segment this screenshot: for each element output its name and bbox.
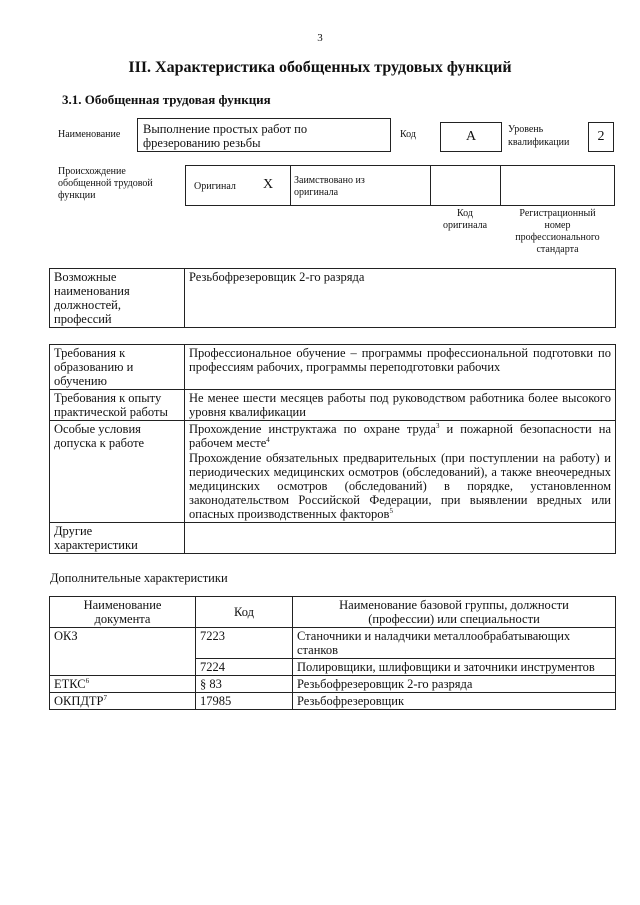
- doc-name: ЕТКС: [54, 677, 86, 691]
- code-label: Код: [400, 129, 416, 140]
- positions-label-line: наименования: [54, 284, 130, 298]
- experience-label-line: Требования к опыту: [54, 391, 162, 405]
- extra-col1-header: [50, 597, 196, 628]
- table-row: [50, 597, 616, 628]
- origin-label-line2: обобщенной трудовой: [58, 178, 153, 189]
- table-row: [50, 390, 616, 421]
- other-label-line: характеристики: [54, 538, 138, 552]
- reg-caption-line4: стандарта: [536, 244, 579, 255]
- experience-value: Не менее шести месяцев работы под руководством работника более высокого уровня квалификации: [185, 390, 616, 421]
- header-line: (профессии) или специальности: [368, 612, 540, 626]
- positions-label: [50, 269, 185, 328]
- education-label-line: Требования к: [54, 346, 126, 360]
- special-value-p2: [189, 451, 611, 521]
- doc-name: ОКЗ: [54, 629, 78, 643]
- education-label-line: образованию и: [54, 360, 134, 374]
- special-value: [185, 421, 616, 523]
- header-line: документа: [94, 612, 151, 626]
- extra-title: Дополнительные характеристики: [50, 571, 228, 585]
- positions-table: [49, 268, 616, 328]
- code-cell: 17985: [196, 693, 293, 710]
- extra-col2-header: Код: [196, 597, 293, 628]
- other-label: [50, 523, 185, 554]
- table-row: [50, 523, 616, 554]
- other-value: [185, 523, 616, 554]
- code-caption-line1: Код: [457, 208, 473, 219]
- name-value-line2: фрезерованию резьбы: [143, 136, 261, 150]
- footnote-ref: 7: [103, 693, 108, 702]
- name-value-line1: Выполнение простых работ по: [143, 122, 308, 136]
- origin-label-line3: функции: [58, 190, 96, 201]
- borrowed-label-line2: оригинала: [294, 187, 339, 198]
- reg-caption-line2: номер: [544, 220, 571, 231]
- special-text: и пожарной безопасности на рабочем месте: [189, 422, 611, 450]
- name-cell: Резьбофрезеровщик: [293, 693, 616, 710]
- special-text: Прохождение инструктажа по охране труда: [189, 422, 436, 436]
- level-label-line1: Уровень: [508, 124, 544, 135]
- origin-divider-1: [290, 165, 291, 206]
- table-row: [50, 421, 616, 523]
- footnote-ref: 5: [389, 506, 393, 515]
- extra-table: [49, 596, 616, 710]
- special-label: [50, 421, 185, 523]
- name-value-box: [137, 118, 391, 152]
- level-value-box: [588, 122, 614, 152]
- special-label-line: Особые условия: [54, 422, 141, 436]
- name-label: Наименование: [58, 129, 121, 140]
- doc-cell: [50, 628, 196, 676]
- positions-label-line: Возможные: [54, 270, 117, 284]
- special-label-line: допуска к работе: [54, 436, 145, 450]
- positions-label-line: должностей,: [54, 298, 121, 312]
- requirements-table: [49, 344, 616, 554]
- education-value: Профессиональное обучение – программы профессиональной подготовки по профессиям рабочих, программы переподготовки рабочих: [185, 345, 616, 390]
- footnote-ref: 6: [85, 676, 90, 685]
- code-cell: 7224: [196, 659, 293, 676]
- special-value-p1: [189, 422, 611, 450]
- footnote-ref: 4: [266, 435, 270, 444]
- footnote-ref: 3: [435, 421, 440, 430]
- header-line: Наименование базовой группы, должности: [339, 598, 569, 612]
- code-cell: 7223: [196, 628, 293, 659]
- table-row: [50, 345, 616, 390]
- name-cell: Станочники и наладчики металлообрабатывающих станков: [293, 628, 616, 659]
- other-label-line: Другие: [54, 524, 93, 538]
- origin-divider-3: [500, 165, 501, 206]
- special-text: Прохождение обязательных предварительных (при поступлении на работу) и периодических медицинских осмотров (обследований), а также внеочередных медицинских осмотров (обследований) в порядке, установленном законодательством Российской Федерации, при выявлении вредных или опасных производственных факторов: [189, 451, 611, 521]
- original-mark: X: [263, 177, 274, 192]
- name-cell: Полировщики, шлифовщики и заточники инструментов: [293, 659, 616, 676]
- reg-caption-line1: Регистрационный: [519, 208, 596, 219]
- experience-label-line: практической работы: [54, 405, 168, 419]
- origin-label-line1: Происхождение: [58, 166, 126, 177]
- code-caption-line2: оригинала: [442, 220, 488, 231]
- table-row: [50, 676, 616, 693]
- borrowed-label-line1: Заимствовано из: [294, 175, 365, 186]
- table-row: [50, 269, 616, 328]
- level-value: 2: [597, 129, 605, 144]
- doc-cell: [50, 693, 196, 710]
- table-row: [50, 693, 616, 710]
- code-value-box: [440, 122, 502, 152]
- doc-cell: [50, 676, 196, 693]
- code-value: А: [465, 129, 477, 144]
- experience-label: [50, 390, 185, 421]
- original-label: Оригинал: [194, 181, 236, 192]
- header-line: Наименование: [83, 598, 162, 612]
- code-cell: § 83: [196, 676, 293, 693]
- origin-box: [185, 165, 615, 206]
- doc-name: ОКПДТР: [54, 694, 104, 708]
- extra-col3-header: [293, 597, 616, 628]
- positions-label-line: профессий: [54, 312, 112, 326]
- education-label: [50, 345, 185, 390]
- section-title: III. Характеристика обобщенных трудовых функций: [128, 59, 512, 76]
- page-number: 3: [317, 32, 323, 44]
- subsection-title: 3.1. Обобщенная трудовая функция: [62, 92, 271, 107]
- education-label-line: обучению: [54, 374, 107, 388]
- positions-value: Резьбофрезеровщик 2-го разряда: [185, 269, 616, 328]
- table-row: [50, 628, 616, 659]
- origin-divider-2: [430, 165, 431, 206]
- name-cell: Резьбофрезеровщик 2-го разряда: [293, 676, 616, 693]
- level-label-line2: квалификации: [508, 137, 570, 148]
- reg-caption-line3: профессионального: [515, 232, 600, 243]
